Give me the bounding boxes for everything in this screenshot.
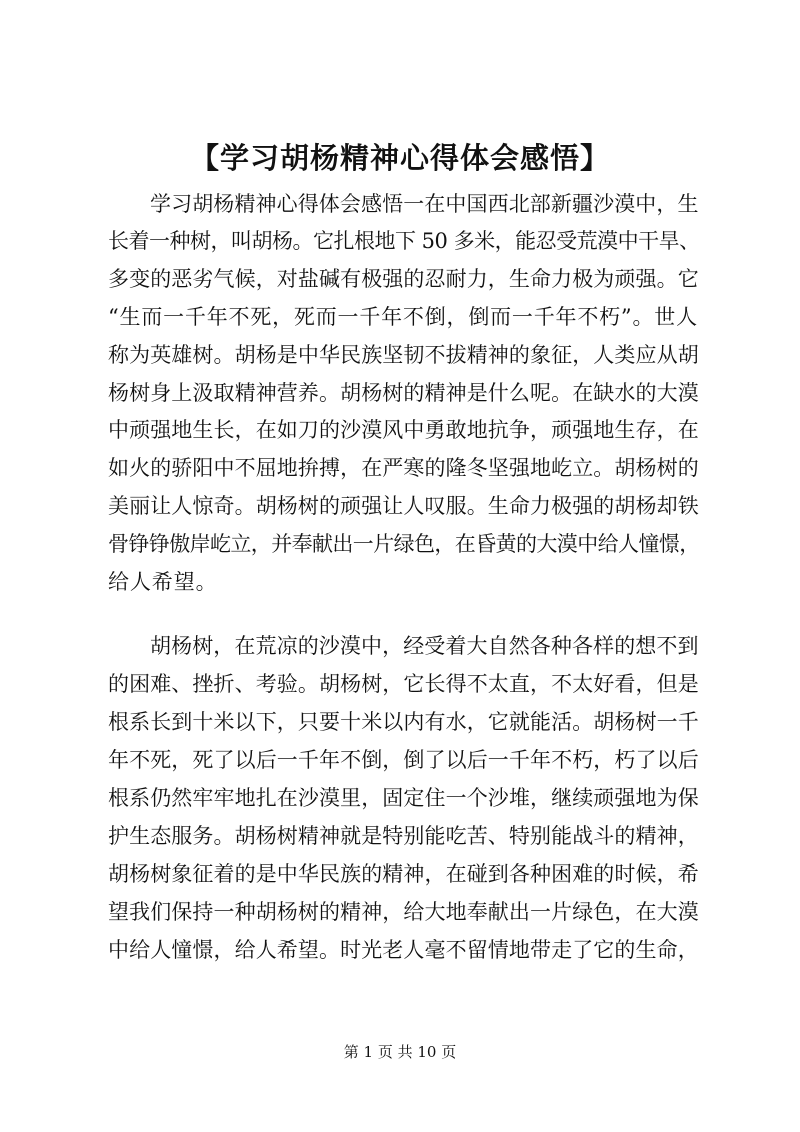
paragraph-1-line-9: 美丽让人惊奇。胡杨树的顽强让人叹服。生命力极强的胡杨却铁 (108, 494, 699, 518)
paragraph-2-line-2: 的困难、挫折、考验。胡杨树，它长得不太直，不太好看，但是 (108, 672, 699, 696)
paragraph-1-line-7: 中顽强地生长，在如刀的沙漠风中勇敢地抗争，顽强地生存，在 (108, 418, 699, 442)
paragraph-1-line-10: 骨铮铮傲岸屹立，并奉献出一片绿色，在昏黄的大漠中给人憧憬， (108, 532, 700, 556)
paragraph-2-line-5: 根系仍然牢牢地扎在沙漠里，固定住一个沙堆，继续顽强地为保 (108, 786, 699, 810)
paragraph-2-line-6: 护生态服务。胡杨树精神就是特别能吃苦、特别能战斗的精神， (108, 824, 699, 848)
paragraph-2-line-1: 胡杨树，在荒凉的沙漠中，经受着大自然各种各样的想不到 (150, 634, 699, 658)
document-title: 【学习胡杨精神心得体会感悟】 (189, 141, 610, 175)
paragraph-2-line-7: 胡杨树象征着的是中华民族的精神，在碰到各种困难的时候，希 (108, 862, 699, 886)
paragraph-2-line-9: 中给人憧憬，给人希望。时光老人毫不留情地带走了它的生命， (108, 938, 699, 962)
paragraph-1-line-6: 杨树身上汲取精神营养。胡杨树的精神是什么呢。在缺水的大漠 (108, 381, 699, 405)
paragraph-1-line-11: 给人希望。 (108, 570, 218, 594)
paragraph-1-line-8: 如火的骄阳中不屈地拚搏，在严寒的隆冬坚强地屹立。胡杨树的 (108, 456, 699, 480)
paragraph-1-line-2: 长着一种树，叫胡杨。它扎根地下 50 多米，能忍受荒漠中干旱、 (108, 229, 700, 253)
paragraph-1-line-3: 多变的恶劣气候，对盐碱有极强的忍耐力，生命力极为顽强。它 (108, 267, 699, 291)
paragraph-2-line-4: 年不死，死了以后一千年不倒，倒了以后一千年不朽，朽了以后 (108, 748, 699, 772)
paragraph-1-line-4: “生而一千年不死，死而一千年不倒，倒而一千年不朽”。世人 (108, 305, 698, 329)
paragraph-2-line-8: 望我们保持一种胡杨树的精神，给大地奉献出一片绿色，在大漠 (108, 900, 699, 924)
paragraph-2-line-3: 根系长到十米以下，只要十米以内有水，它就能活。胡杨树一千 (108, 710, 699, 734)
paragraph-1-line-1: 学习胡杨精神心得体会感悟一在中国西北部新疆沙漠中，生 (150, 192, 699, 216)
page-footer: 第 1 页 共 10 页 (343, 1043, 457, 1061)
paragraph-1-line-5: 称为英雄树。胡杨是中华民族坚韧不拔精神的象征，人类应从胡 (108, 343, 699, 367)
